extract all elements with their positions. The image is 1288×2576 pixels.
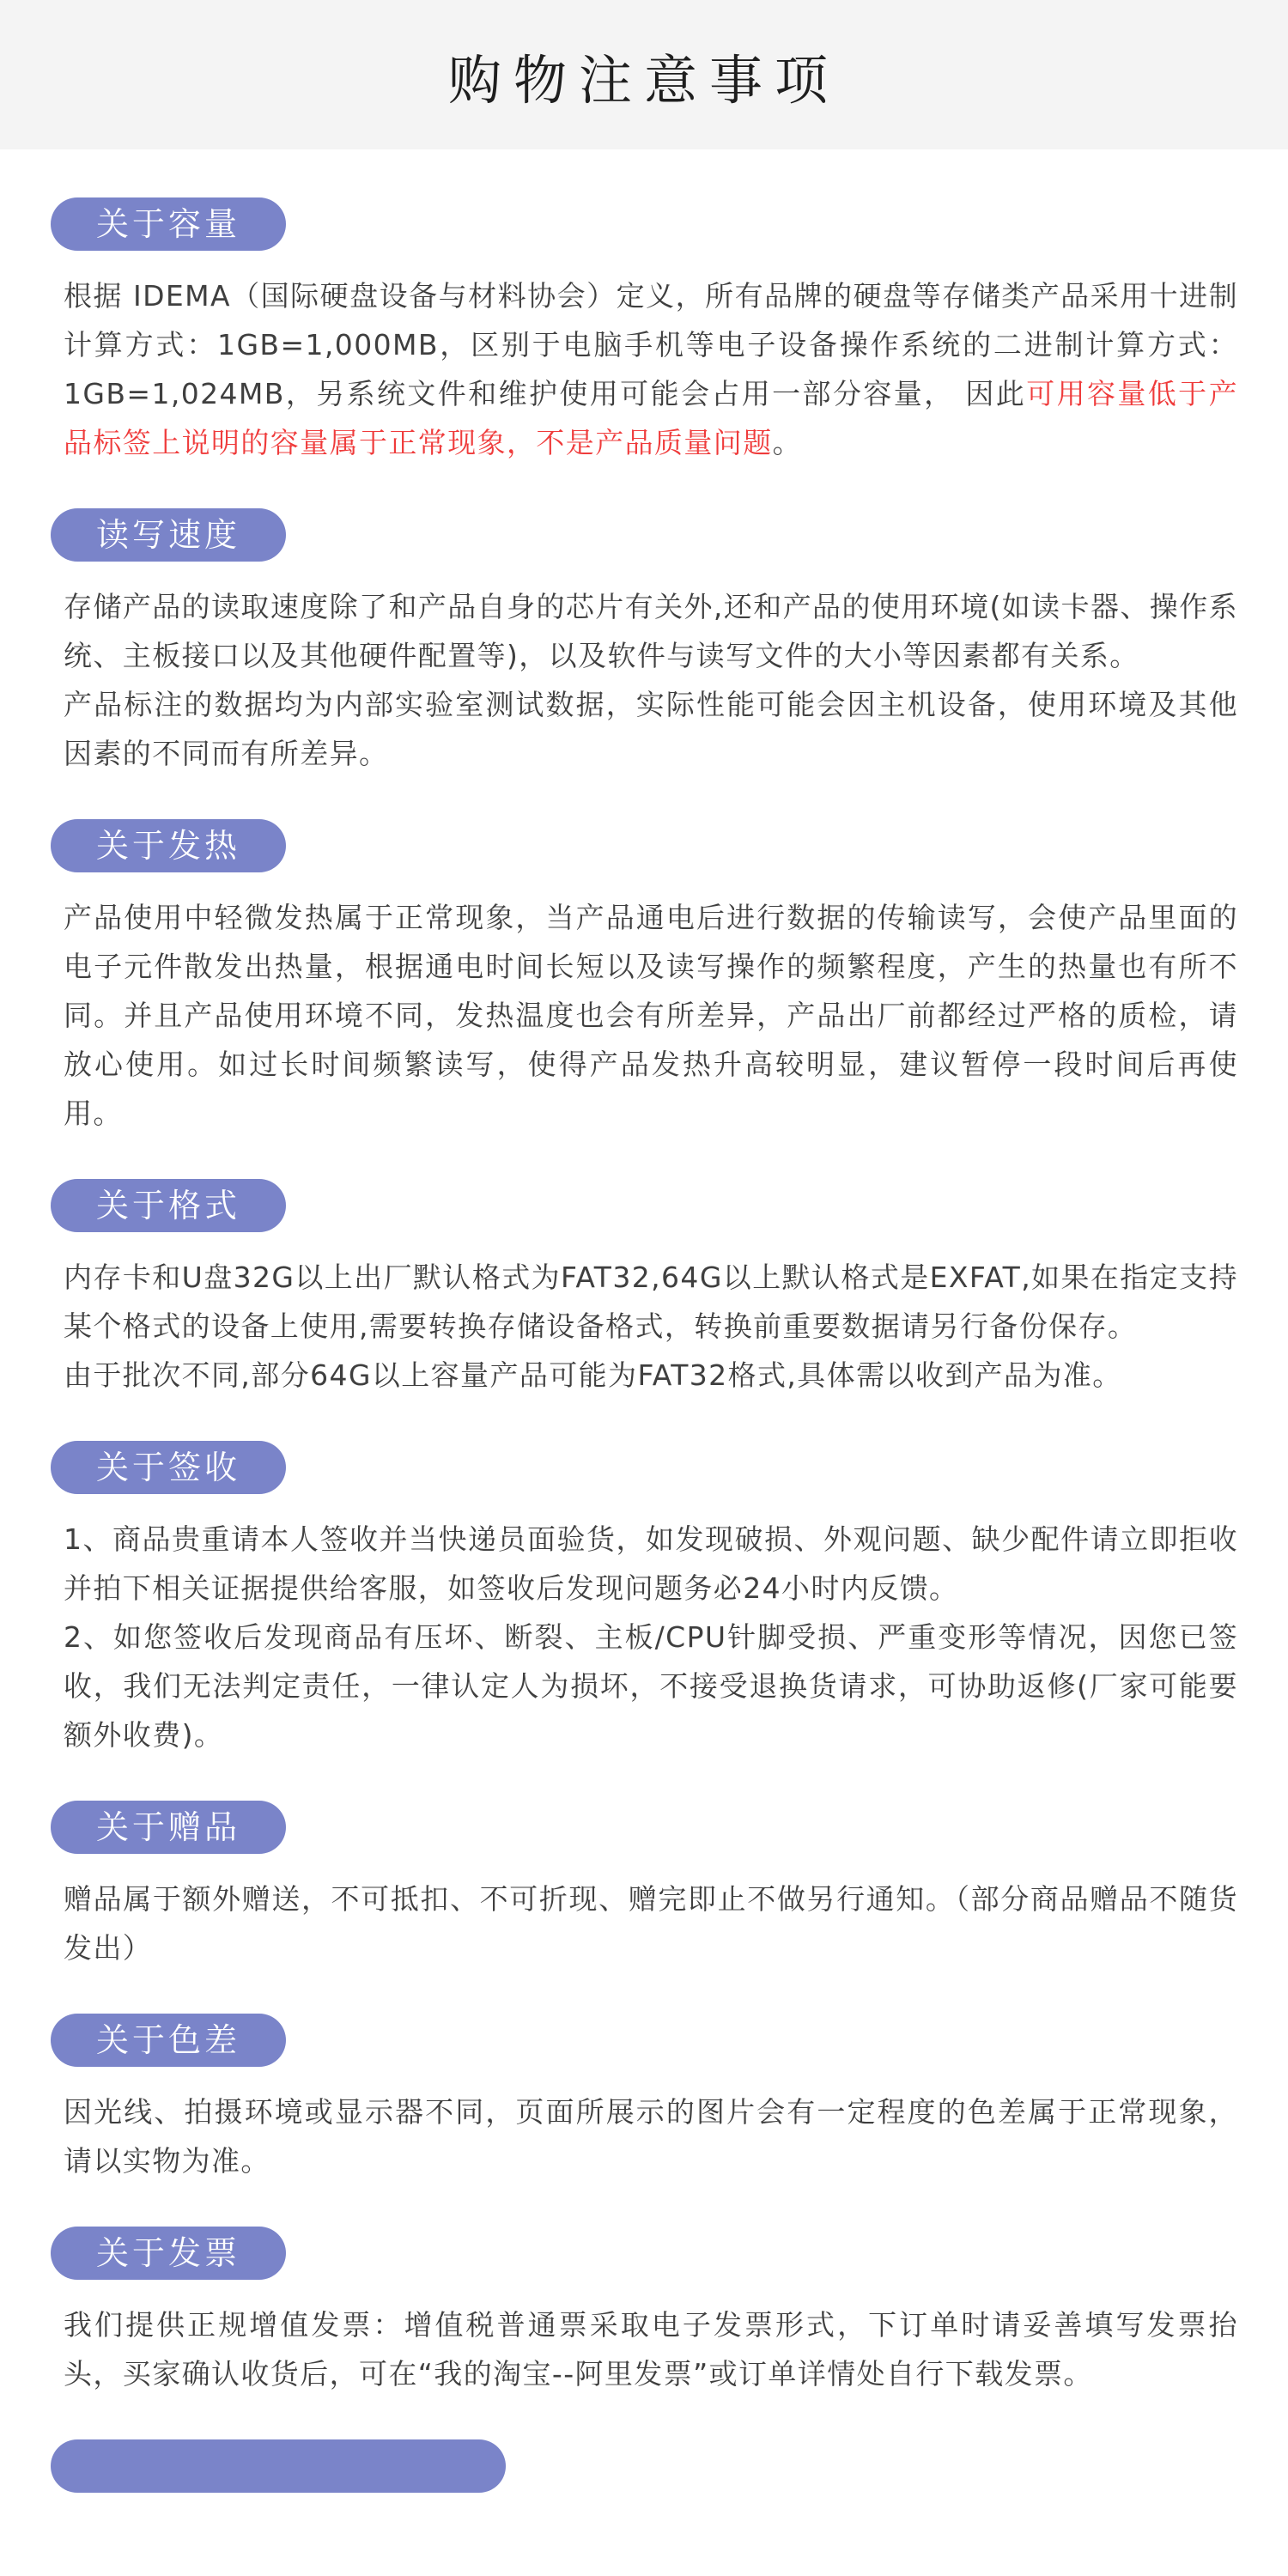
section-paragraph: 2、如您签收后发现商品有压坏、断裂、主板/CPU针脚受损、严重变形等情况，因您已签收，我们无法判定责任，一律认定人为损坏，不接受退换货请求，可协助返修(厂家可能要额外收费)。 bbox=[64, 1620, 1238, 1752]
paragraph-tail: 。 bbox=[772, 426, 803, 459]
section-signing bbox=[0, 1441, 1288, 1759]
section-paragraph: 赠品属于额外赠送，不可抵扣、不可折现、赠完即止不做另行通知。（部分商品赠品不随货发出） bbox=[64, 1882, 1238, 1965]
section-title: 读写速度 bbox=[51, 508, 286, 562]
page-title: 购物注意事项 bbox=[447, 48, 840, 112]
section-paragraph: 我们提供正规增值发票：增值税普通票采取电子发票形式，下订单时请妥善填写发票抬头，买家确认收货后，可在“我的淘宝--阿里发票”或订单详情处自行下载发票。 bbox=[64, 2308, 1238, 2391]
section-color-difference bbox=[0, 2014, 1288, 2185]
paragraph-text: 根据 IDEMA（国际硬盘设备与材料协会）定义，所有品牌的硬盘等存储类产品采用十进制计算方式：1GB=1,000MB，区别于电脑手机等电子设备操作系统的二进制计算方式：1GB=1,024MB，另系统文件和维护使用可能会占用一部分容量， 因此 bbox=[64, 279, 1238, 410]
section-title: 关于容量 bbox=[51, 197, 286, 251]
section-heat bbox=[0, 819, 1288, 1138]
section-read-write-speed bbox=[0, 508, 1288, 778]
section-paragraph: 产品标注的数据均为内部实验室测试数据，实际性能可能会因主机设备，使用环境及其他因素的不同而有所差异。 bbox=[64, 688, 1238, 770]
section-title: 关于色差 bbox=[51, 2014, 286, 2067]
section-title: 关于赠品 bbox=[51, 1801, 286, 1854]
section-title: 关于签收 bbox=[51, 1441, 286, 1494]
section-paragraph: 内存卡和U盘32G以上出厂默认格式为FAT32,64G以上默认格式是EXFAT,如果在指定支持某个格式的设备上使用,需要转换存储设备格式，转换前重要数据请另行备份保存。 bbox=[64, 1261, 1238, 1343]
section-paragraph bbox=[0, 271, 1288, 467]
section-capacity bbox=[0, 197, 1288, 467]
section-format bbox=[0, 1179, 1288, 1400]
section-paragraph: 存储产品的读取速度除了和产品自身的芯片有关外,还和产品的使用环境(如读卡器、操作系统、主板接口以及其他硬件配置等)，以及软件与读写文件的大小等因素都有关系。 bbox=[64, 590, 1238, 672]
section-title: 关于发票 bbox=[51, 2227, 286, 2280]
highlighted-notice: 可用容量低于产品标签上说明的容量属于正常现象，不是产品质量问题 bbox=[64, 377, 1238, 459]
next-section-pill-partial bbox=[51, 2439, 506, 2493]
section-invoice bbox=[0, 2227, 1288, 2398]
section-paragraph: 产品使用中轻微发热属于正常现象，当产品通电后进行数据的传输读写，会使产品里面的电子元件散发出热量，根据通电时间长短以及读写操作的频繁程度，产生的热量也有所不同。并且产品使用环境不同，发热温度也会有所差异，产品出厂前都经过严格的质检，请放心使用。如过长时间频繁读写，使得产品发热升高较明显，建议暂停一段时间后再使用。 bbox=[64, 901, 1238, 1130]
section-paragraph: 由于批次不同,部分64G以上容量产品可能为FAT32格式,具体需以收到产品为准。 bbox=[64, 1358, 1122, 1392]
section-paragraph: 1、商品贵重请本人签收并当快递员面验货，如发现破损、外观问题、缺少配件请立即拒收并拍下相关证据提供给客服，如签收后发现问题务必24小时内反馈。 bbox=[64, 1522, 1238, 1605]
page-header bbox=[0, 0, 1288, 149]
section-title: 关于格式 bbox=[51, 1179, 286, 1232]
section-paragraph: 因光线、拍摄环境或显示器不同，页面所展示的图片会有一定程度的色差属于正常现象，请以实物为准。 bbox=[64, 2095, 1238, 2178]
section-gifts bbox=[0, 1801, 1288, 1972]
section-title: 关于发热 bbox=[51, 819, 286, 872]
notice-content bbox=[0, 149, 1288, 2496]
